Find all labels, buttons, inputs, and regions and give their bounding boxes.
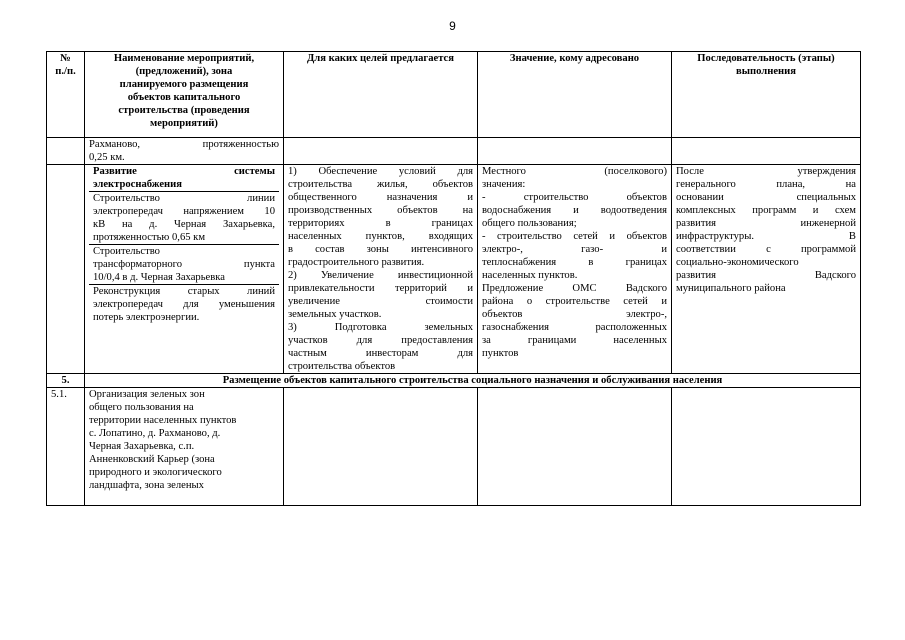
- electro-sequence-cell: После утверждения генерального плана, на основании специальных комплексных программ и схем развития инженерной инфраструктуры. В соответствии с программой социально-экономического развития Вадского муниципального района: [672, 165, 861, 374]
- page-number: 9: [449, 19, 456, 33]
- measures-table: [46, 51, 861, 506]
- continuation-purpose-cell: [284, 138, 478, 165]
- section-5-title: Размещение объектов капитального строительства социального назначения и обслуживания населения: [85, 374, 861, 388]
- header-purpose: Для каких целей предлагается: [284, 52, 478, 138]
- header-number: № п./п.: [47, 52, 85, 138]
- electro-value-cell: Местного (поселкового) значения: - строительство объектов водоснабжения и водоотведения общего пользования; - строительство сетей и объектов электро-, газо- и теплоснабжения в границах населенных пунктов. Предложение ОМС Вадского района о строительстве сетей и объектов электро-, газоснабжения расположенных за границами населенных пунктов: [478, 165, 672, 374]
- continuation-value-cell: [478, 138, 672, 165]
- header-value: Значение, кому адресовано: [478, 52, 672, 138]
- continuation-row: [47, 138, 861, 165]
- electro-purpose-cell: 1) Обеспечение условий для строительства жилья, объектов общественного назначения и производственных объектов на территориях в границах населенных пунктов, входящих в состав зоны интенсивного градостроительного развития. 2) Увеличение инвестиционной привлекательности территорий и увеличение стоимости земельных участков. 3) Подготовка земельных участков для предоставления частным инвесторам для строительства объектов: [284, 165, 478, 374]
- section-5-number: 5.: [47, 374, 85, 388]
- continuation-name-cell: Рахманово, протяженностью 0,25 км.: [85, 138, 284, 165]
- electro-section-title: Развитие системы электроснабжения: [89, 165, 279, 192]
- row-5-1: [47, 388, 861, 506]
- list-item: Строительство линии электропередач напряжением 10 кВ на д. Черная Захарьевка, протяженностью 0,65 км: [89, 192, 279, 245]
- row-5-1-number: 5.1.: [47, 388, 85, 506]
- continuation-sequence-cell: [672, 138, 861, 165]
- row-5-1-name-cell: Организация зеленых зон общего пользования на территории населенных пунктов с. Лопатино, д. Рахманово, д. Черная Захарьевка, с.п. Анненковский Карьер (зона природного и экологического ландшафта, зона зеленых: [85, 388, 284, 506]
- list-item: Строительство трансформаторного пункта 10/0,4 в д. Черная Захарьевка: [89, 245, 279, 285]
- header-sequence: Последовательность (этапы) выполнения: [672, 52, 861, 138]
- header-name: Наименование мероприятий, (предложений), зона планируемого размещения объектов капитального строительства (проведения мероприятий): [85, 52, 284, 138]
- electro-num-cell: [47, 165, 85, 374]
- table-header-row: [47, 52, 861, 138]
- row-5-1-purpose-cell: [284, 388, 478, 506]
- electro-items-cell: [85, 165, 284, 374]
- list-item: Реконструкция старых линий электропередач для уменьшения потерь электроэнергии.: [93, 286, 275, 323]
- electro-section-row: [47, 165, 861, 374]
- section-5-row: [47, 374, 861, 388]
- continuation-num-cell: [47, 138, 85, 165]
- row-5-1-value-cell: [478, 388, 672, 506]
- row-5-1-sequence-cell: [672, 388, 861, 506]
